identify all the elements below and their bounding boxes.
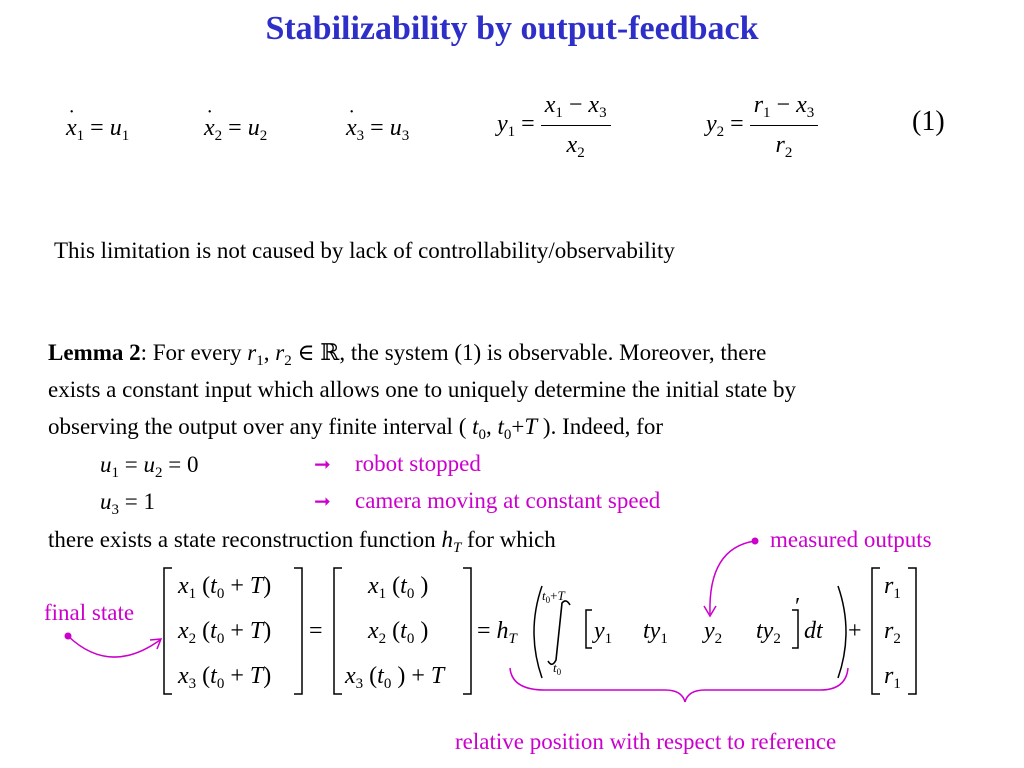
lemma-line-3: observing the output over any finite interval ( $t_0$, $t_0+T$ ). Indeed, for bbox=[48, 414, 663, 443]
transpose-mark: ′ bbox=[795, 594, 801, 620]
equation-y1: $y_1$ = $\frac{x_1 - x_3}{x_2}$ bbox=[497, 92, 611, 159]
statement-text: This limitation is not caused by lack of controllability/observability bbox=[54, 238, 675, 263]
equation-y2: $y_2$ = $\frac{r_1 - x_3}{r_2}$ bbox=[706, 92, 818, 159]
right-arrow-icon: ➞ bbox=[314, 452, 331, 476]
initial-state-row-1: $x_1$ ($t_0$ ) bbox=[368, 573, 429, 602]
initial-state-row-3: $x_3$ ($t_0$ ) + T bbox=[345, 663, 445, 692]
relative-position-annotation: relative position with respect to reference bbox=[455, 729, 837, 754]
measured-outputs-annotation: measured outputs bbox=[770, 527, 932, 552]
differential-dt: dt bbox=[804, 618, 823, 644]
integral-upper-limit: $t_0+T$ bbox=[542, 588, 565, 605]
equation-x3: ˙ $x_3 = u_3$ bbox=[346, 115, 409, 142]
lemma-line-2: exists a constant input which allows one to uniquely determine the initial state by bbox=[48, 377, 796, 402]
reference-r2: $r_2$ bbox=[884, 618, 901, 647]
final-state-annotation: final state bbox=[44, 600, 135, 625]
case-1-equation: $u_1 = u_2 = 0$ bbox=[100, 452, 199, 481]
case-1-label: robot stopped bbox=[355, 451, 481, 476]
final-state-row-3: $x_3$ $(t_0 + T)$ bbox=[178, 663, 272, 692]
integrand-ty2: $ty_2$ bbox=[756, 618, 781, 647]
hT-function: = $h_T$ bbox=[477, 618, 517, 647]
equals-sign: = bbox=[309, 618, 323, 644]
reference-r1-bottom: $r_1$ bbox=[884, 663, 901, 692]
integrand-y2: $y_2$ bbox=[704, 618, 723, 647]
final-state-row-1: $x_1$ $(t_0 + T)$ bbox=[178, 573, 272, 602]
initial-state-row-2: $x_2$ ($t_0$ ) bbox=[368, 618, 429, 647]
plus-sign: + bbox=[848, 618, 862, 644]
right-arrow-icon: ➞ bbox=[314, 489, 331, 513]
lemma-last-line: there exists a state reconstruction function $h_T$ for which bbox=[48, 527, 556, 556]
reference-r1-top: $r_1$ bbox=[884, 573, 901, 602]
lemma-label: Lemma 2 bbox=[48, 340, 141, 365]
integrand-y1: $y_1$ bbox=[594, 618, 613, 647]
final-state-row-2: $x_2$ $(t_0 + T)$ bbox=[178, 618, 272, 647]
integral-lower-limit: $t_0$ bbox=[553, 660, 562, 677]
equation-number: (1) bbox=[912, 106, 945, 137]
equation-x2: ˙ $x_2 = u_2$ bbox=[204, 115, 267, 142]
lemma-line-1: Lemma 2: For every $r_1$, $r_2$ ∈ ℝ, the system (1) is observable. Moreover, there bbox=[48, 340, 767, 369]
slide-title: Stabilizability by output-feedback bbox=[265, 10, 759, 47]
case-2-label: camera moving at constant speed bbox=[355, 488, 661, 513]
equation-x1: ˙ $x_1 = u_1$ bbox=[66, 115, 129, 142]
integrand-ty1: $ty_1$ bbox=[643, 618, 668, 647]
case-2-equation: $u_3 = 1$ bbox=[100, 489, 155, 518]
